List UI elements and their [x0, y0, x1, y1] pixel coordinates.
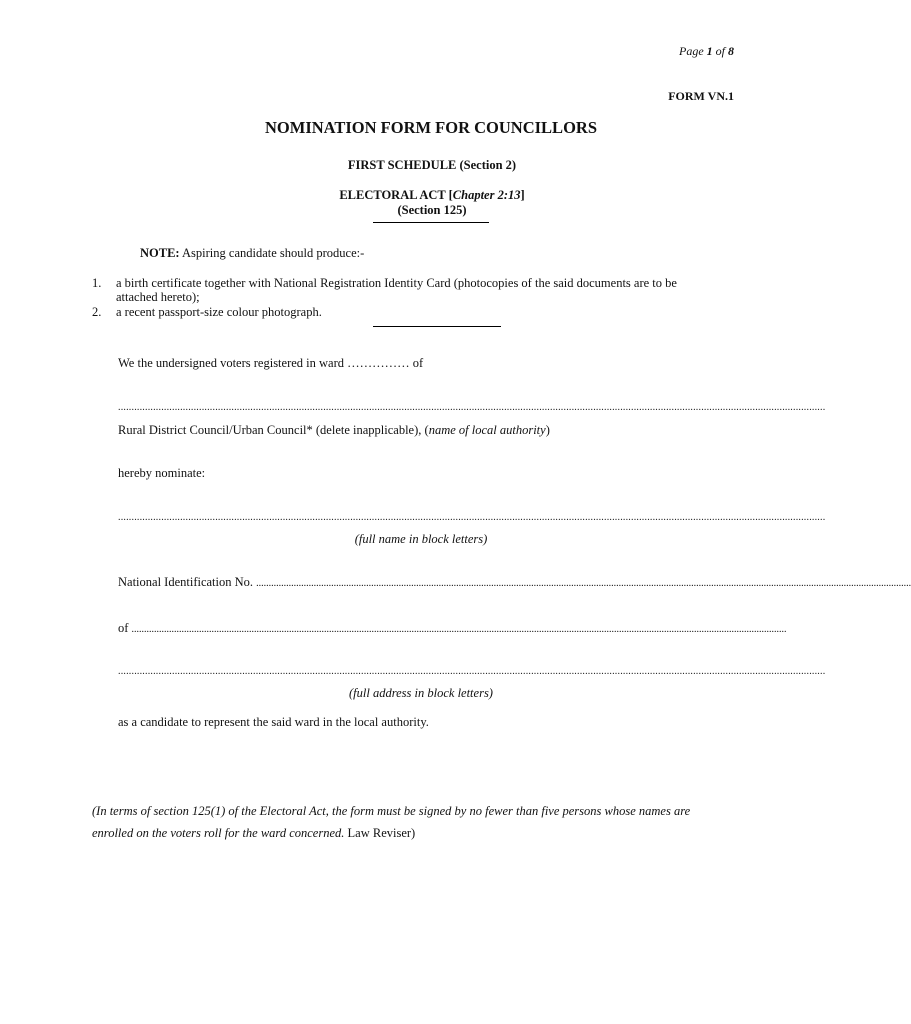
schedule-heading: FIRST SCHEDULE (Section 2)	[347, 158, 517, 172]
full-name-caption: (full name in block letters)	[354, 532, 488, 546]
page-number: 1	[706, 44, 713, 58]
nominate-line: hereby nominate:	[118, 466, 206, 480]
local-authority-field[interactable]: ......................................................................................................................................................................................................................................................................	[118, 402, 826, 413]
document-title: NOMINATION FORM FOR COUNCILLORS	[265, 118, 597, 137]
ward-line: We the undersigned voters registered in ward …………… of	[118, 356, 424, 370]
footer-reviser: Law Reviser)	[344, 826, 416, 840]
list-item-text: a recent passport-size colour photograph.	[116, 305, 322, 319]
full-address-caption: (full address in block letters)	[349, 686, 493, 700]
national-id-label: National Identification No.	[118, 575, 257, 589]
note	[140, 246, 364, 261]
act-heading	[0, 188, 864, 203]
act-prefix: ELECTORAL ACT [	[339, 188, 453, 202]
full-name-field[interactable]: ......................................................................................................................................................................................................................................................................	[118, 512, 826, 523]
address-field-2[interactable]: ......................................................................................................................................................................................................................................................................	[118, 666, 826, 677]
page-total: 8	[728, 44, 734, 58]
section-divider	[373, 222, 489, 223]
address-line	[118, 621, 787, 636]
list-item-text-cont: attached hereto);	[116, 290, 200, 304]
list-item	[92, 305, 732, 319]
list-divider	[373, 326, 501, 327]
footer-italic: (In terms of section 125(1) of the Electoral Act, the form must be signed by no fewer than five persons whose names are enrolled on the voters roll for the ward concerned.	[92, 804, 691, 840]
council-text: Rural District Council/Urban Council* (delete inapplicable), (	[118, 423, 429, 437]
footer-note	[92, 800, 732, 844]
page-prefix: Page	[679, 44, 707, 58]
act-section: (Section 125)	[397, 203, 467, 217]
council-italic: name of local authority	[428, 423, 546, 437]
note-text: Aspiring candidate should produce:-	[179, 246, 365, 260]
page-indicator	[679, 44, 734, 59]
council-end: )	[545, 423, 550, 437]
list-item-text: a birth certificate together with National Registration Identity Card (photocopies of the said documents are to be	[116, 276, 677, 290]
act-chapter: Chapter 2:13	[452, 188, 521, 202]
address-field[interactable]: ......................................................................................................................................................................................................................................................................	[131, 624, 787, 635]
national-id-line	[118, 575, 911, 590]
act-suffix: ]	[520, 188, 525, 202]
list-item	[92, 276, 732, 304]
list-item-number: 1.	[92, 276, 102, 290]
list-item-number: 2.	[92, 305, 102, 319]
address-label: of	[118, 621, 132, 635]
form-number: FORM VN.1	[668, 89, 734, 103]
candidate-line: as a candidate to represent the said ward in the local authority.	[118, 715, 429, 729]
page-of: of	[712, 44, 728, 58]
note-label: NOTE:	[140, 246, 180, 260]
national-id-field[interactable]: ......................................................................................................................................................................................................................................................................	[256, 578, 911, 589]
council-line	[118, 423, 550, 438]
